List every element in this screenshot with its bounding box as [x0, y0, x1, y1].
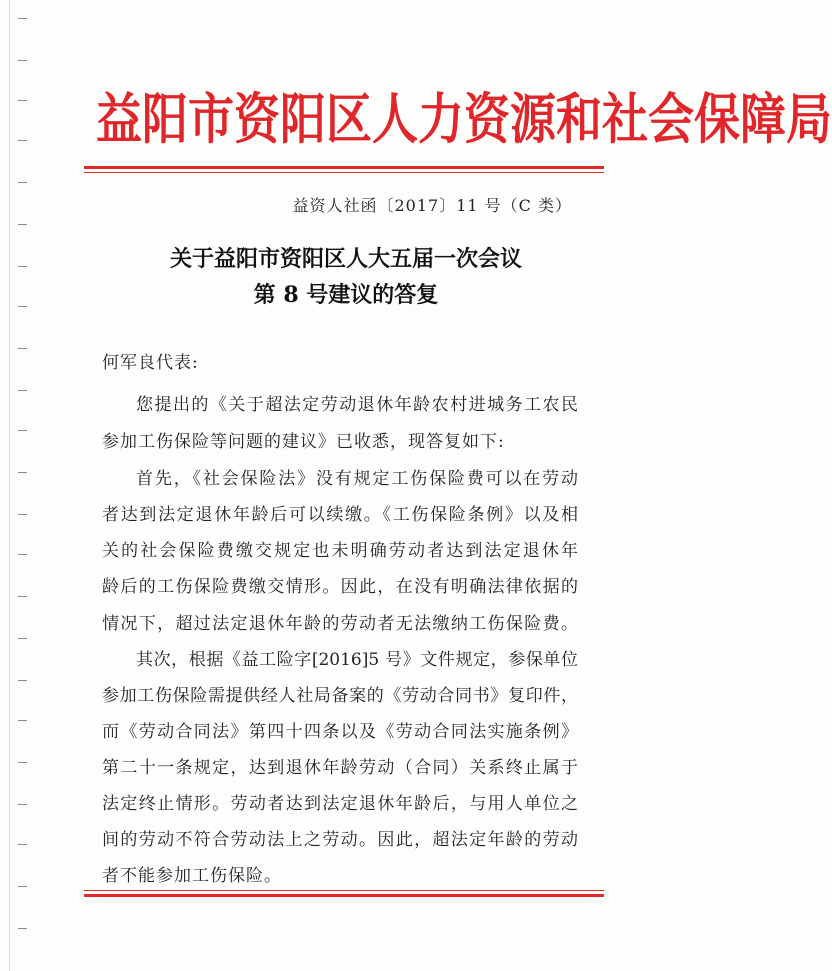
body-line: 间的劳动不符合劳动法上之劳动。因此，超法定年龄的劳动: [102, 830, 578, 850]
binding-mark: [18, 514, 27, 515]
body-line: 而《劳动合同法》第四十四条以及《劳动合同法实施条例》: [102, 722, 578, 742]
body-line: 者达到法定退休年龄后可以续缴。《工伤保险条例》以及相: [102, 505, 578, 525]
scan-left-border: [9, 0, 10, 971]
binding-mark: [18, 638, 27, 639]
body-line: 龄后的工伤保险费缴交情形。因此，在没有明确法律依据的: [102, 577, 578, 597]
binding-mark: [18, 928, 27, 929]
binding-mark: [18, 266, 27, 267]
header-rule-thick: [84, 166, 604, 169]
body-line: 其次，根据《益工险字[2016]5 号》文件规定，参保单位: [136, 650, 578, 670]
binding-mark: [18, 390, 27, 391]
binding-mark: [18, 60, 27, 61]
binding-mark: [18, 140, 27, 141]
binding-mark: [18, 430, 27, 431]
footer-rule-thick: [84, 894, 604, 897]
binding-mark: [18, 554, 27, 555]
binding-mark: [18, 596, 27, 597]
footer-rule-thin: [84, 890, 604, 891]
body-line: 情况下，超过法定退休年龄的劳动者无法缴纳工伤保险费。: [102, 614, 578, 634]
agency-name-header: 益阳市资阳区人力资源和社会保障局: [96, 87, 832, 152]
binding-mark: [18, 100, 27, 101]
binding-mark: [18, 720, 27, 721]
binding-mark: [18, 844, 27, 845]
header-rule-thin: [84, 172, 604, 173]
binding-mark: [18, 762, 27, 763]
body-line: 者不能参加工伤保险。: [102, 866, 282, 886]
binding-mark: [18, 18, 27, 19]
body-line: 首先，《社会保险法》没有规定工伤保险费可以在劳动: [136, 469, 578, 489]
body-line: 参加工伤保险需提供经人社局备案的《劳动合同书》复印件，: [102, 686, 578, 706]
binding-mark: [18, 886, 27, 887]
binding-mark: [18, 472, 27, 473]
body-line: 您提出的《关于超法定劳动退休年龄农村进城务工农民: [136, 395, 578, 415]
document-number: 益资人社函〔2017〕11 号（C 类）: [292, 196, 572, 215]
body-line: 参加工伤保险等问题的建议》已收悉，现答复如下:: [102, 432, 505, 452]
document-title-line2: 第 8 号建议的答复: [253, 282, 439, 308]
salutation: 何军良代表:: [102, 353, 199, 373]
body-line: 法定终止情形。劳动者达到法定退休年龄后，与用人单位之: [102, 794, 578, 814]
binding-mark: [18, 680, 27, 681]
binding-mark: [18, 224, 27, 225]
body-line: 第二十一条规定，达到退休年龄劳动（合同）关系终止属于: [102, 758, 578, 778]
body-line: 关的社会保险费缴交规定也未明确劳动者达到法定退休年: [102, 541, 578, 561]
binding-mark: [18, 306, 27, 307]
binding-mark: [18, 182, 27, 183]
binding-mark: [18, 804, 27, 805]
document-title-line1: 关于益阳市资阳区人大五届一次会议: [169, 246, 522, 272]
binding-mark: [18, 348, 27, 349]
